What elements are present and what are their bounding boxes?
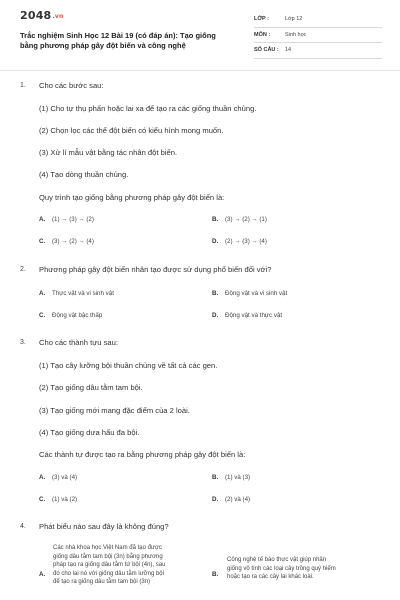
option-a[interactable]: A. Thực vật và vi sinh vật bbox=[39, 290, 114, 297]
option-text: Công nghệ tế bào thực vật giúp nhân giống vô tính các loại cây trồng quý hiếm hoặc tạo ra các cây lai khác loài. bbox=[227, 557, 336, 581]
site-logo[interactable]: 2048.vn bbox=[20, 9, 64, 22]
option-d[interactable]: D. (2) và (4) bbox=[212, 496, 251, 503]
question-stem: Cho các thành tựu sau: bbox=[39, 338, 118, 347]
quiz-meta bbox=[254, 12, 382, 59]
statement-3: (3) Xử lí mẫu vật bằng tác nhân đột biến. bbox=[39, 148, 178, 157]
option-text: Các nhà khoa học Việt Nam đã tạo được giống dâu tằm tam bội (3n) bằng phương pháp tạo ra giống dâu tằm tứ bội (4n), sau đó cho lai nó với giống dâu tằm lưỡng bội để tạo ra giống dâu tằm tam bội (3n) bbox=[53, 545, 166, 586]
quiz-page: 2048.vn Trắc nghiệm Sinh Học 12 Bài 19 (có đáp án): Tạo giống bằng phương pháp gây đột biến và công nghệ LỚP : Lớp 12 MÔN : Sinh học SỐ CÂU : 14 1. Cho các bước sau: (1) Cho tự thụ phấn hoặc lai xa để tạo ra các giống thuần chủng. (2) Chọn lọc các thể đột biến có kiểu hình mong muốn. (3) Xử lí mẫu vật bằng tác nhân đột biến. (4) Tạo dòng thuần chủng. Quy trình tạo giống bằng phương pháp gây đột biến là: A. (1) → (3) → (2) B. (3) → (2) → (1) C. (3) → (2) → (4) D. (2) → (3) → (4) 2. Phương pháp gây đột biến nhân tạo được sử dụng phổ biến đối với? A. Thực vật và vi sinh vật B. Động vật và vi sinh vật C. Động vật bậc thấp D. Động vật và thực vật 3. Cho các thành tựu sau: (1) Tạo cây lưỡng bội thuần chủng về tất cả các gen. (2) Tạo giống dâu tằm tam bội. (3) Tạo giống mới mang đặc điểm của 2 loài. (4) Tạo giống dưa hấu đa bội. Các thành tự được tạo ra bằng phương pháp gây đột biến là: A. (3) và (4) B. (1) và (3) C. (1) và (2) D. (2) và (4) 4. Phát biểu nào sau đây là không đúng? A. Các nhà khoa học Việt Nam đã tạo được giống dâu tằm tam bội (3n) bằng phương pháp tạo ra giống dâu tằm tứ bội (4n), sau đó cho lai nó với giống dâu tằm lưỡng bội để tạo ra giống dâu tằm tam bội (3n) B. Công nghệ tế bào thực vật giúp nhân giống vô tính các loại cây trồng quý hiếm hoặc tạo ra các cây lai khác loài. bbox=[0, 0, 400, 600]
option-d[interactable]: D. (2) → (3) → (4) bbox=[212, 238, 267, 245]
question-number: 4. bbox=[20, 523, 26, 530]
question-number: 3. bbox=[20, 339, 26, 346]
option-b[interactable]: B. Động vật và vi sinh vật bbox=[212, 290, 288, 297]
question-number: 1. bbox=[20, 82, 26, 89]
statement-3: (3) Tạo giống mới mang đặc điểm của 2 loài. bbox=[39, 406, 190, 415]
option-c[interactable]: C. (1) và (2) bbox=[39, 496, 78, 503]
statement-1: (1) Tạo cây lưỡng bội thuần chủng về tất cả các gen. bbox=[39, 361, 218, 370]
question-stem: Cho các bước sau: bbox=[39, 81, 104, 90]
option-c[interactable]: C. Động vật bậc thấp bbox=[39, 312, 103, 319]
statement-1: (1) Cho tự thụ phấn hoặc lai xa để tạo ra các giống thuần chủng. bbox=[39, 104, 257, 113]
option-a[interactable]: A. (3) và (4) bbox=[39, 474, 78, 481]
page-header bbox=[0, 0, 400, 72]
meta-subject: MÔN : Sinh học bbox=[254, 28, 382, 44]
header-divider bbox=[0, 70, 400, 71]
question-prompt: Các thành tự được tạo ra bằng phương pháp gây đột biến là: bbox=[39, 450, 246, 459]
statement-4: (4) Tạo giống dưa hấu đa bội. bbox=[39, 428, 140, 437]
meta-grade: LỚP : Lớp 12 bbox=[254, 12, 382, 28]
statement-4: (4) Tạo dòng thuần chủng. bbox=[39, 170, 129, 179]
question-stem: Phát biểu nào sau đây là không đúng? bbox=[39, 522, 169, 531]
statement-2: (2) Tạo giống dâu tằm tam bội. bbox=[39, 383, 143, 392]
option-d[interactable]: D. Động vật và thực vật bbox=[212, 312, 283, 319]
meta-question-count: SỐ CÂU : 14 bbox=[254, 43, 382, 59]
question-prompt: Quy trình tạo giống bằng phương pháp gây đột biến là: bbox=[39, 193, 225, 202]
option-b[interactable]: B. (3) → (2) → (1) bbox=[212, 216, 267, 223]
option-b[interactable]: B. (1) và (3) bbox=[212, 474, 251, 481]
option-a[interactable]: A. (1) → (3) → (2) bbox=[39, 216, 94, 223]
question-number: 2. bbox=[20, 266, 26, 273]
option-c[interactable]: C. (3) → (2) → (4) bbox=[39, 238, 94, 245]
question-stem: Phương pháp gây đột biến nhân tạo được sử dụng phổ biến đối với? bbox=[39, 265, 272, 274]
statement-2: (2) Chọn lọc các thể đột biến có kiểu hình mong muốn. bbox=[39, 126, 224, 135]
page-title: Trắc nghiệm Sinh Học 12 Bài 19 (có đáp án): Tạo giống bằng phương pháp gây đột biến và công nghệ bbox=[20, 31, 216, 50]
